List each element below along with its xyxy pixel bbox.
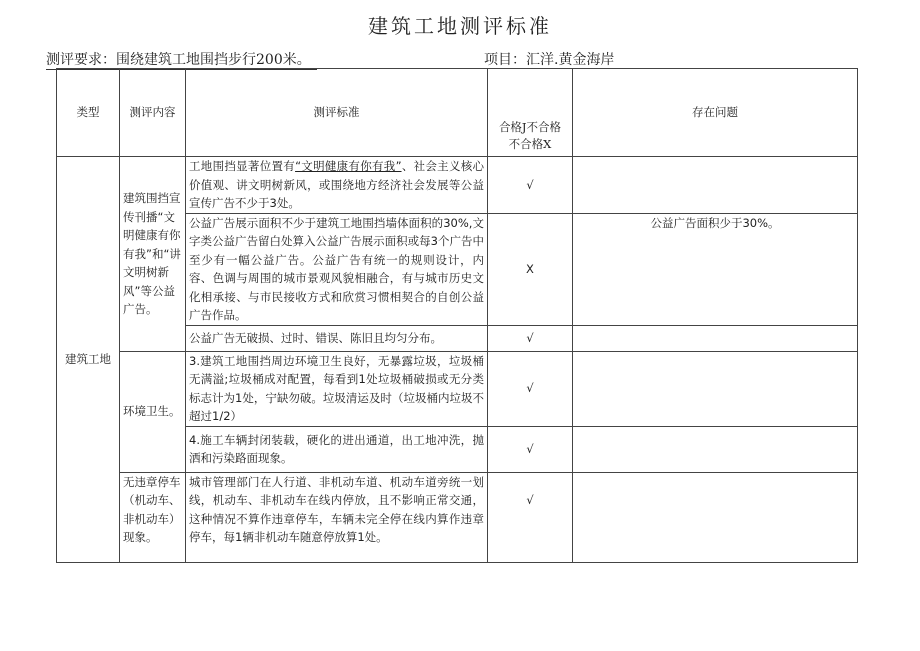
result-cell: √ — [488, 157, 573, 214]
type-cell: 建筑工地 — [57, 157, 120, 563]
standard-cell: 公益广告无破损、过时、错误、陈旧且均匀分布。 — [186, 325, 488, 351]
content-cell-hygiene: 环境卫生。 — [120, 351, 186, 472]
issue-cell — [573, 426, 858, 472]
issue-cell — [573, 351, 858, 426]
table-row — [57, 351, 858, 426]
standard-cell: 4.施工车辆封闭装载，硬化的进出通道，出工地冲洗，抛洒和污染路面现象。 — [186, 426, 488, 472]
table-row — [57, 157, 858, 214]
standard-cell: 3.建筑工地围挡周边环境卫生良好，无暴露垃圾，垃圾桶无满溢;垃圾桶成对配置，每看到1处垃圾桶破损或无分类标志计为1处，宁缺勿破。垃圾清运及时（垃圾桶内垃圾不超过1/2） — [186, 351, 488, 426]
content-cell-parking: 无违章停车（机动车、非机动车）现象。 — [120, 472, 186, 562]
table-row — [57, 472, 858, 562]
issue-cell — [573, 472, 858, 562]
header-content: 测评内容 — [120, 69, 186, 157]
standard-cell: 工地围挡显著位置有“文明健康有你有我”、社会主义核心价值观、讲文明树新风，或围绕地方经济社会发展等公益宣传广告不少于3处。 — [186, 157, 488, 214]
result-cell: √ — [488, 472, 573, 562]
issue-cell — [573, 325, 858, 351]
header-issue: 存在问题 — [573, 69, 858, 157]
result-cell: √ — [488, 351, 573, 426]
standard-cell: 公益广告展示面积不少于建筑工地围挡墙体面积的30%,文字类公益广告留白处算入公益广告展示面积或每3个广告中至少有一幅公益广告。公益广告有统一的规则设计，内容、色调与周围的城市景观风貌相融合，有与城市历史文化相承接、与市民接收方式和欣赏习惯相契合的自创公益广告作品。 — [186, 213, 488, 325]
content-cell-publicity: 建筑围挡宣传刊播“文明健康有你有我”和“讲文明树新风”等公益广告。 — [120, 157, 186, 352]
page-title: 建筑工地测评标准 — [368, 14, 552, 38]
evaluation-table — [56, 68, 858, 563]
result-cell: X — [488, 213, 573, 325]
standard-cell: 城市管理部门在人行道、非机动车道、机动车道旁统一划线，机动车、非机动车在线内停放，且不影响正常交通，这种情况不算作违章停车，车辆未完全停在线内算作违章停车，每1辆非机动车随意停放算1处。 — [186, 472, 488, 562]
slogan-highlight: “文明健康有你有我” — [295, 159, 402, 173]
header-result: 合格J不合格 不合格X — [488, 69, 573, 157]
result-cell: √ — [488, 325, 573, 351]
header-type: 类型 — [57, 69, 120, 157]
issue-cell: 公益广告面积少于30%。 — [573, 213, 858, 325]
header-standard: 测评标准 — [186, 69, 488, 157]
project-name: 项目：汇洋.黄金海岸 — [484, 52, 615, 68]
issue-cell — [573, 157, 858, 214]
table-header-row — [57, 69, 858, 157]
evaluation-requirement: 测评要求：围绕建筑工地围挡步行200米。 — [46, 49, 317, 70]
result-cell: √ — [488, 426, 573, 472]
